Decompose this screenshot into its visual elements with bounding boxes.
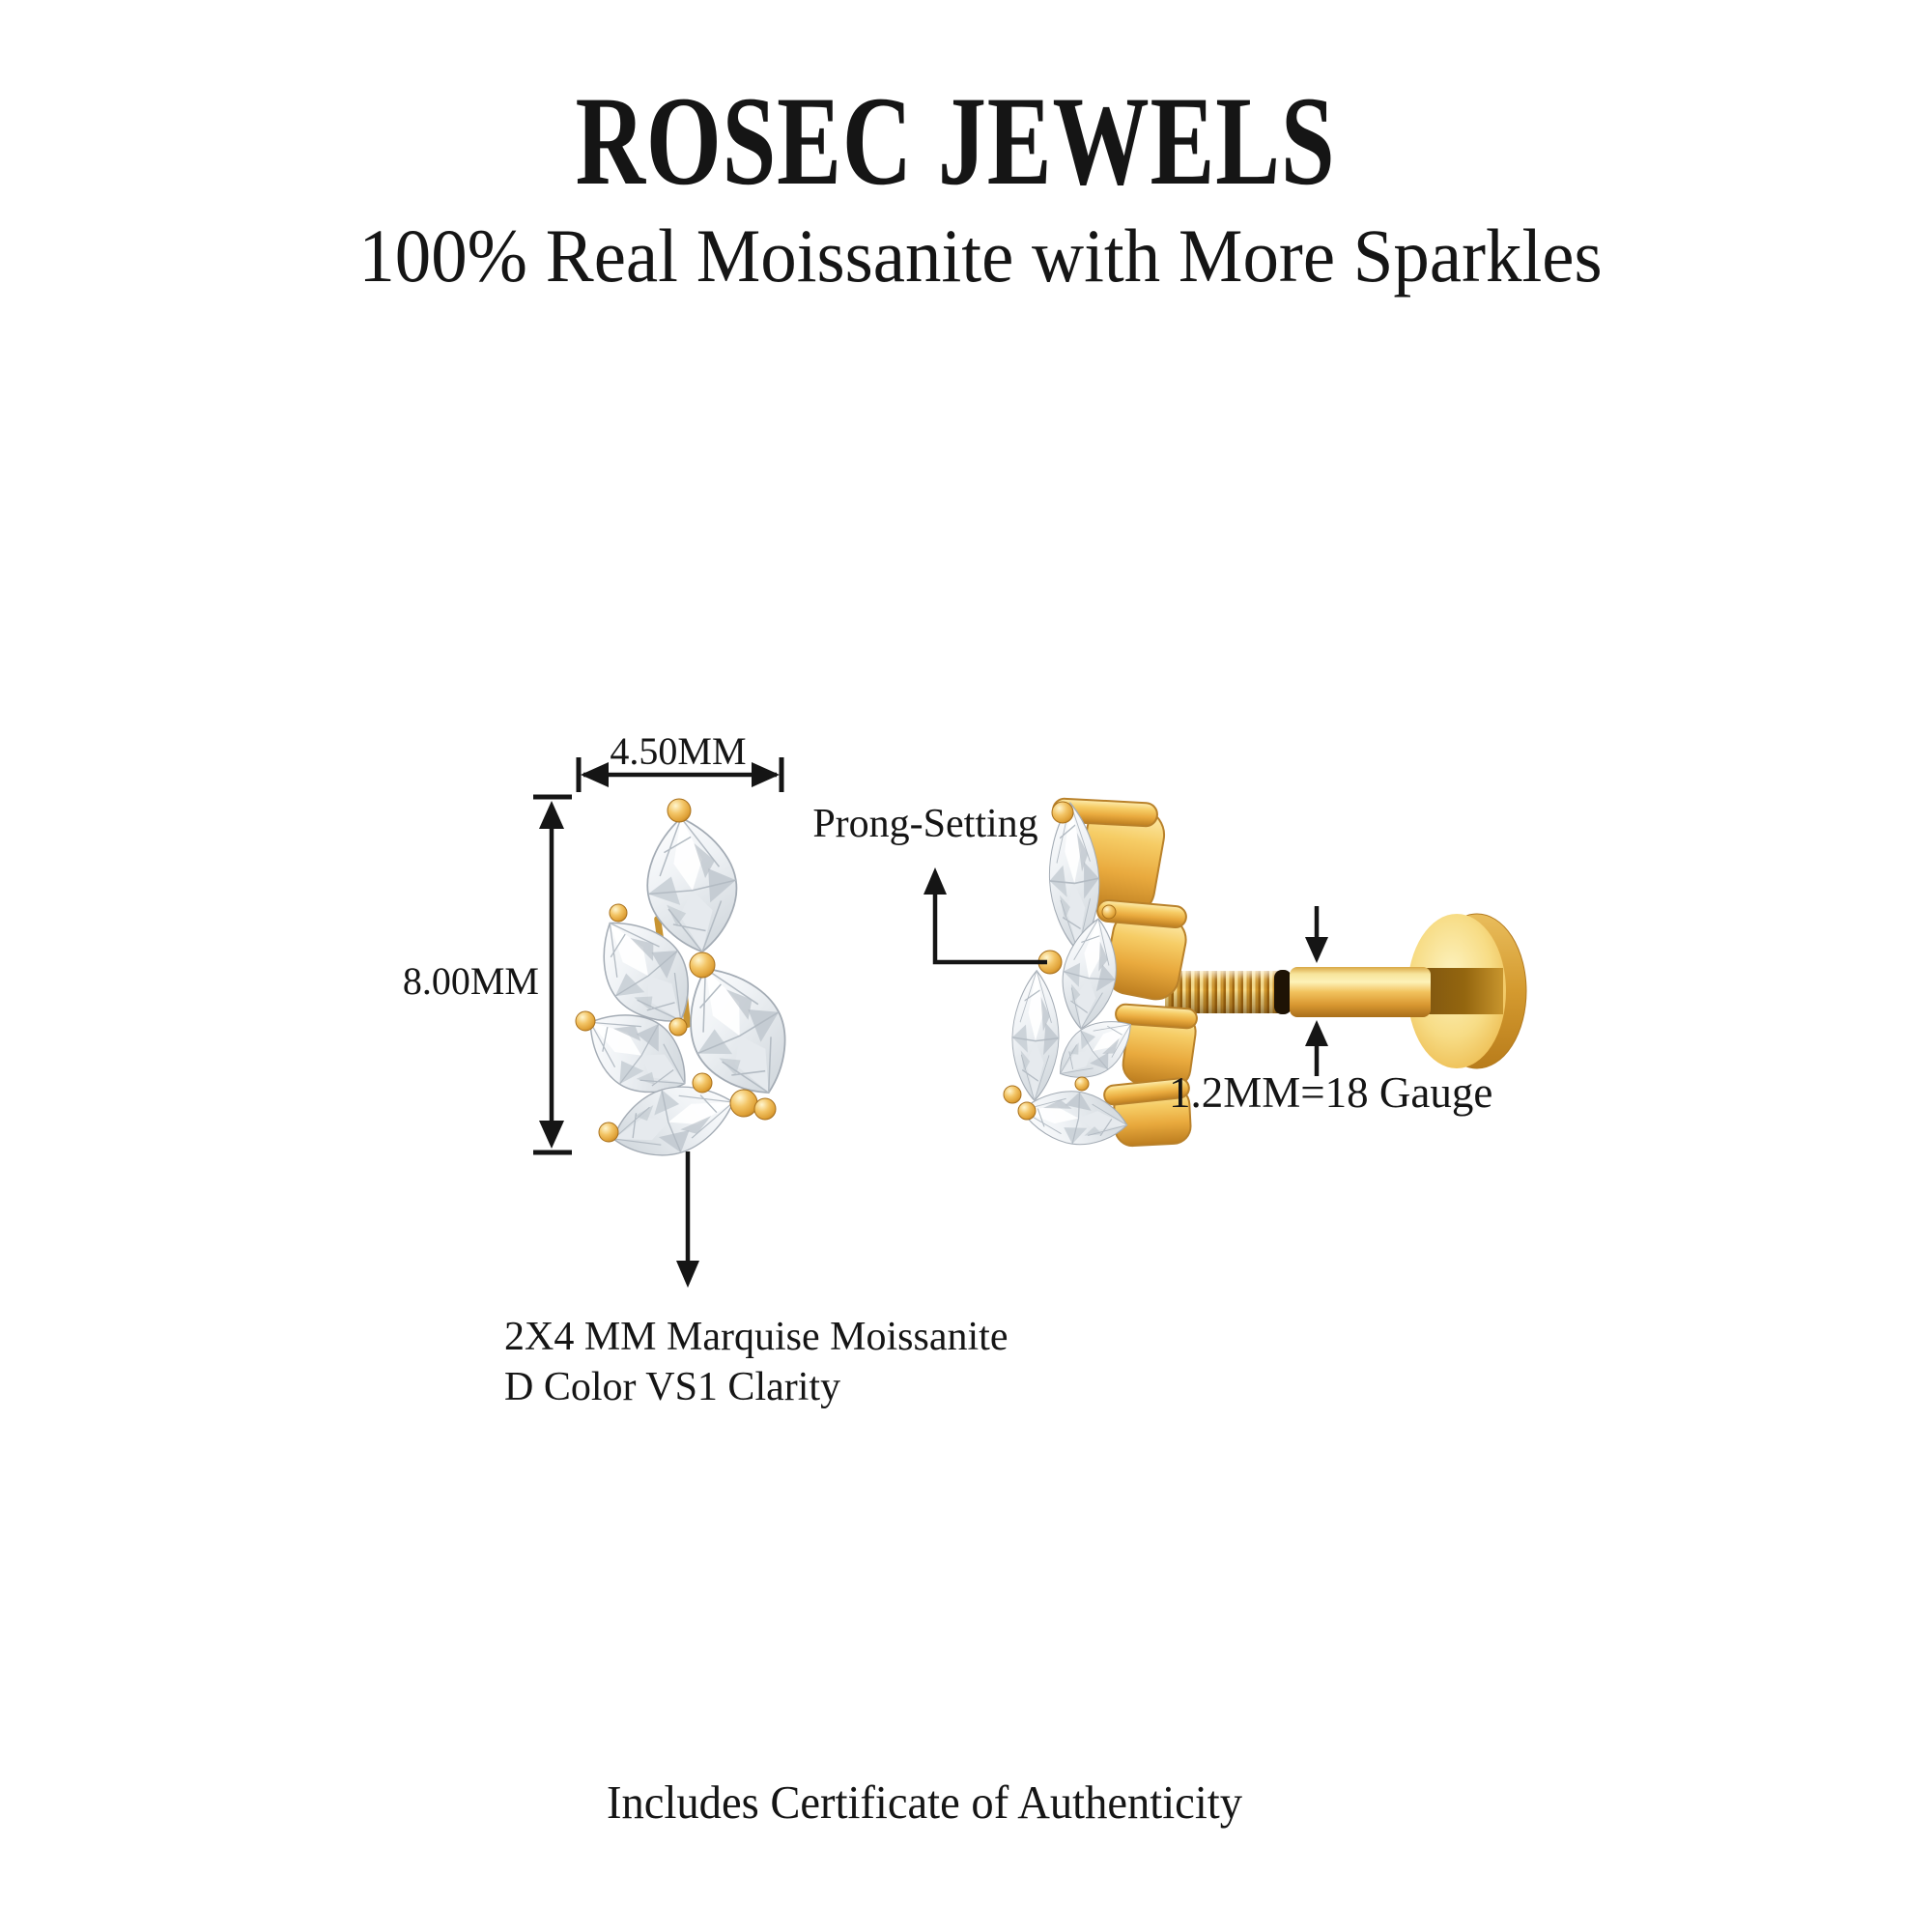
width-dimension-label: 4.50MM xyxy=(610,729,747,773)
stone-note-line2: D Color VS1 Clarity xyxy=(504,1365,841,1410)
brand-tagline: 100% Real Moissanite with More Sparkles xyxy=(358,213,1603,298)
gauge-dimension-label: 1.2MM=18 Gauge xyxy=(1169,1068,1493,1117)
stone-note-pointer-arrow xyxy=(676,1151,699,1288)
labret-post xyxy=(1165,914,1526,1068)
post-barrel xyxy=(1290,967,1431,1017)
prong-setting-pointer-arrow xyxy=(923,867,1047,962)
height-dimension-label: 8.00MM xyxy=(402,959,539,1003)
stone-note xyxy=(504,1312,1008,1412)
height-dimension-arrow xyxy=(533,797,572,1152)
screw-threads xyxy=(1165,971,1281,1013)
prong-setting-label: Prong-Setting xyxy=(812,802,1038,846)
front-marquise-stones xyxy=(571,810,810,1170)
o-ring xyxy=(1274,970,1292,1014)
certificate-note: Includes Certificate of Authenticity xyxy=(607,1776,1242,1829)
earring-front-view xyxy=(571,799,810,1170)
stone-note-line1: 2X4 MM Marquise Moissanite xyxy=(504,1315,1009,1359)
brand-title: ROSEC JEWELS xyxy=(575,70,1336,212)
